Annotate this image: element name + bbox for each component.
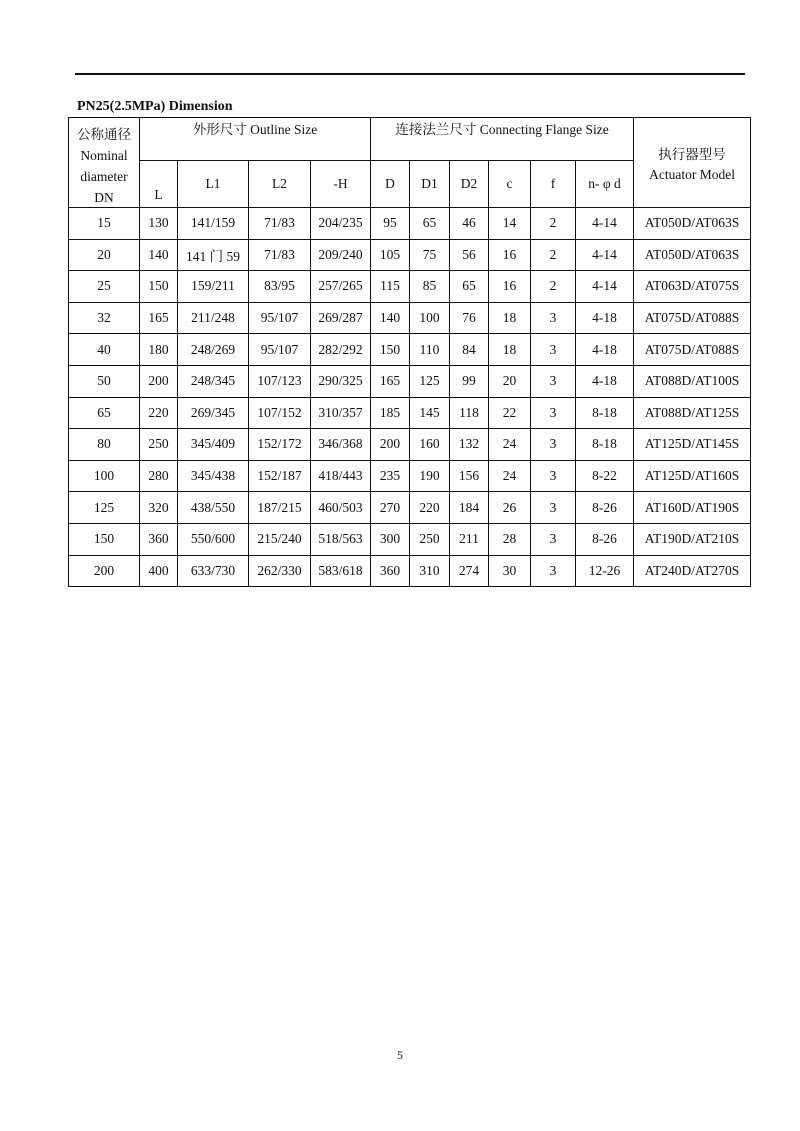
table-cell: 84 — [450, 334, 489, 366]
table-cell: 270 — [371, 492, 410, 524]
table-cell: 24 — [489, 460, 531, 492]
table-cell: 150 — [371, 334, 410, 366]
table-cell: 85 — [410, 271, 450, 303]
header-col-l2: L2 — [249, 161, 311, 208]
table-cell: 15 — [69, 208, 140, 240]
table-cell: 56 — [450, 239, 489, 271]
table-cell: 16 — [489, 239, 531, 271]
table-cell: 204/235 — [311, 208, 371, 240]
table-cell: 100 — [410, 302, 450, 334]
table-row — [69, 208, 751, 240]
table-cell: 269/345 — [178, 397, 249, 429]
table-cell: 209/240 — [311, 239, 371, 271]
table-cell: AT063D/AT075S — [634, 271, 751, 303]
table-cell: 438/550 — [178, 492, 249, 524]
table-cell: 3 — [531, 555, 576, 587]
table-cell: 220 — [140, 397, 178, 429]
table-row — [69, 460, 751, 492]
table-cell: 118 — [450, 397, 489, 429]
table-cell: 145 — [410, 397, 450, 429]
table-cell: 215/240 — [249, 523, 311, 555]
table-cell: 345/409 — [178, 429, 249, 461]
table-cell: 40 — [69, 334, 140, 366]
table-cell: 184 — [450, 492, 489, 524]
header-col-d: D — [371, 161, 410, 208]
table-row — [69, 365, 751, 397]
header-col-d2: D2 — [450, 161, 489, 208]
table-cell: 65 — [450, 271, 489, 303]
table-cell: 290/325 — [311, 365, 371, 397]
header-col-l: L — [140, 161, 178, 208]
table-cell: 25 — [69, 271, 140, 303]
table-cell: 125 — [410, 365, 450, 397]
table-cell: 360 — [140, 523, 178, 555]
table-cell: 150 — [69, 523, 140, 555]
header-actuator — [634, 118, 751, 208]
header-dn-label: DN — [94, 189, 114, 205]
table-cell: 8-26 — [576, 523, 634, 555]
table-cell: 320 — [140, 492, 178, 524]
table-cell: 550/600 — [178, 523, 249, 555]
table-cell: 95 — [371, 208, 410, 240]
table-cell: 3 — [531, 429, 576, 461]
table-cell: AT160D/AT190S — [634, 492, 751, 524]
table-cell: 50 — [69, 365, 140, 397]
table-cell: 3 — [531, 365, 576, 397]
table-row — [69, 271, 751, 303]
table-cell: 2 — [531, 208, 576, 240]
table-cell: 8-18 — [576, 397, 634, 429]
table-cell: 46 — [450, 208, 489, 240]
table-cell: 65 — [69, 397, 140, 429]
header-rule — [75, 73, 745, 75]
table-cell: 95/107 — [249, 302, 311, 334]
table-cell: 95/107 — [249, 334, 311, 366]
table-cell: 345/438 — [178, 460, 249, 492]
table-cell: AT075D/AT088S — [634, 334, 751, 366]
table-cell: 140 — [140, 239, 178, 271]
table-cell: 274 — [450, 555, 489, 587]
header-col-l1: L1 — [178, 161, 249, 208]
table-cell: 65 — [410, 208, 450, 240]
table-cell: 83/95 — [249, 271, 311, 303]
table-cell: 141/159 — [178, 208, 249, 240]
table-cell: 269/287 — [311, 302, 371, 334]
table-cell: 107/152 — [249, 397, 311, 429]
table-cell: 190 — [410, 460, 450, 492]
table-cell: 200 — [371, 429, 410, 461]
table-cell: 165 — [371, 365, 410, 397]
table-cell: 300 — [371, 523, 410, 555]
table-cell: 248/345 — [178, 365, 249, 397]
table-cell: 107/123 — [249, 365, 311, 397]
table-cell: 4-18 — [576, 302, 634, 334]
table-cell: 235 — [371, 460, 410, 492]
table-cell: 3 — [531, 397, 576, 429]
table-cell: AT050D/AT063S — [634, 208, 751, 240]
table-cell: 105 — [371, 239, 410, 271]
table-cell: 16 — [489, 271, 531, 303]
table-cell: 71/83 — [249, 239, 311, 271]
table-cell: AT075D/AT088S — [634, 302, 751, 334]
table-cell: 156 — [450, 460, 489, 492]
table-cell: 200 — [69, 555, 140, 587]
table-cell: 346/368 — [311, 429, 371, 461]
header-col-f: f — [531, 161, 576, 208]
table-row — [69, 302, 751, 334]
table-cell: AT190D/AT210S — [634, 523, 751, 555]
table-cell: 14 — [489, 208, 531, 240]
table-row — [69, 429, 751, 461]
header-col-n-phi-d: n- φ d — [576, 161, 634, 208]
header-col-c: c — [489, 161, 531, 208]
table-cell: 26 — [489, 492, 531, 524]
table-cell: 360 — [371, 555, 410, 587]
header-outline-group: 外形尺寸 Outline Size — [140, 118, 371, 161]
table-cell: 211/248 — [178, 302, 249, 334]
table-cell: 80 — [69, 429, 140, 461]
table-cell: 3 — [531, 492, 576, 524]
table-cell: 8-26 — [576, 492, 634, 524]
table-cell: 100 — [69, 460, 140, 492]
table-cell: 250 — [140, 429, 178, 461]
table-row — [69, 523, 751, 555]
table-cell: 248/269 — [178, 334, 249, 366]
table-title: PN25(2.5MPa) Dimension — [77, 99, 233, 114]
table-cell: 20 — [489, 365, 531, 397]
table-cell: 460/503 — [311, 492, 371, 524]
table-cell: 257/265 — [311, 271, 371, 303]
header-dn-nominal: Nominal — [80, 147, 128, 163]
table-cell: 2 — [531, 271, 576, 303]
table-cell: AT240D/AT270S — [634, 555, 751, 587]
table-cell: 159/211 — [178, 271, 249, 303]
table-cell: 165 — [140, 302, 178, 334]
table-cell: 4-18 — [576, 334, 634, 366]
table-cell: 185 — [371, 397, 410, 429]
table-cell: 583/618 — [311, 555, 371, 587]
table-cell: 132 — [450, 429, 489, 461]
table-cell: 8-22 — [576, 460, 634, 492]
table-cell: 28 — [489, 523, 531, 555]
table-cell: 8-18 — [576, 429, 634, 461]
table-cell: 200 — [140, 365, 178, 397]
table-cell: 152/172 — [249, 429, 311, 461]
header-actuator-cn: 执行器型号 — [658, 146, 726, 162]
table-row — [69, 334, 751, 366]
table-cell: 180 — [140, 334, 178, 366]
table-cell: AT088D/AT125S — [634, 397, 751, 429]
header-flange-group: 连接法兰尺寸 Connecting Flange Size — [371, 118, 634, 161]
table-cell: 220 — [410, 492, 450, 524]
table-row — [69, 239, 751, 271]
table-cell: 3 — [531, 460, 576, 492]
table-cell: 310/357 — [311, 397, 371, 429]
table-cell: 115 — [371, 271, 410, 303]
table-cell: 130 — [140, 208, 178, 240]
table-cell: 160 — [410, 429, 450, 461]
table-cell: 187/215 — [249, 492, 311, 524]
table-cell: 18 — [489, 302, 531, 334]
table-cell: 280 — [140, 460, 178, 492]
table-cell: 18 — [489, 334, 531, 366]
table-cell: 633/730 — [178, 555, 249, 587]
dimension-table — [68, 117, 751, 587]
table-cell: 418/443 — [311, 460, 371, 492]
table-cell: 4-14 — [576, 239, 634, 271]
table-cell: 2 — [531, 239, 576, 271]
table-cell: AT125D/AT145S — [634, 429, 751, 461]
table-row — [69, 555, 751, 587]
table-cell: 141 门 59 — [178, 239, 249, 271]
table-cell: 282/292 — [311, 334, 371, 366]
table-cell: 75 — [410, 239, 450, 271]
table-cell: 20 — [69, 239, 140, 271]
table-cell: 22 — [489, 397, 531, 429]
table-cell: 30 — [489, 555, 531, 587]
table-cell: 110 — [410, 334, 450, 366]
table-cell: 150 — [140, 271, 178, 303]
table-cell: AT125D/AT160S — [634, 460, 751, 492]
table-row — [69, 492, 751, 524]
table-cell: 211 — [450, 523, 489, 555]
table-cell: 250 — [410, 523, 450, 555]
table-cell: 32 — [69, 302, 140, 334]
table-cell: 140 — [371, 302, 410, 334]
table-cell: 4-18 — [576, 365, 634, 397]
table-cell: 518/563 — [311, 523, 371, 555]
table-cell: 71/83 — [249, 208, 311, 240]
header-dn — [69, 118, 140, 208]
table-cell: 4-14 — [576, 208, 634, 240]
header-col-h: -H — [311, 161, 371, 208]
table-row — [69, 397, 751, 429]
table-cell: 99 — [450, 365, 489, 397]
header-dn-diameter: diameter — [80, 168, 128, 184]
page-number: 5 — [397, 1048, 403, 1062]
table-cell: 3 — [531, 302, 576, 334]
table-cell: AT088D/AT100S — [634, 365, 751, 397]
table-cell: 125 — [69, 492, 140, 524]
table-body — [69, 208, 751, 587]
header-col-d1: D1 — [410, 161, 450, 208]
table-cell: 3 — [531, 334, 576, 366]
table-cell: 310 — [410, 555, 450, 587]
table-cell: 4-14 — [576, 271, 634, 303]
table-cell: 152/187 — [249, 460, 311, 492]
table-cell: 400 — [140, 555, 178, 587]
header-actuator-en: Actuator Model — [649, 166, 735, 182]
table-cell: 262/330 — [249, 555, 311, 587]
table-cell: AT050D/AT063S — [634, 239, 751, 271]
table-cell: 24 — [489, 429, 531, 461]
header-dn-cn: 公称通径 — [77, 126, 131, 142]
table-cell: 3 — [531, 523, 576, 555]
table-cell: 76 — [450, 302, 489, 334]
table-cell: 12-26 — [576, 555, 634, 587]
